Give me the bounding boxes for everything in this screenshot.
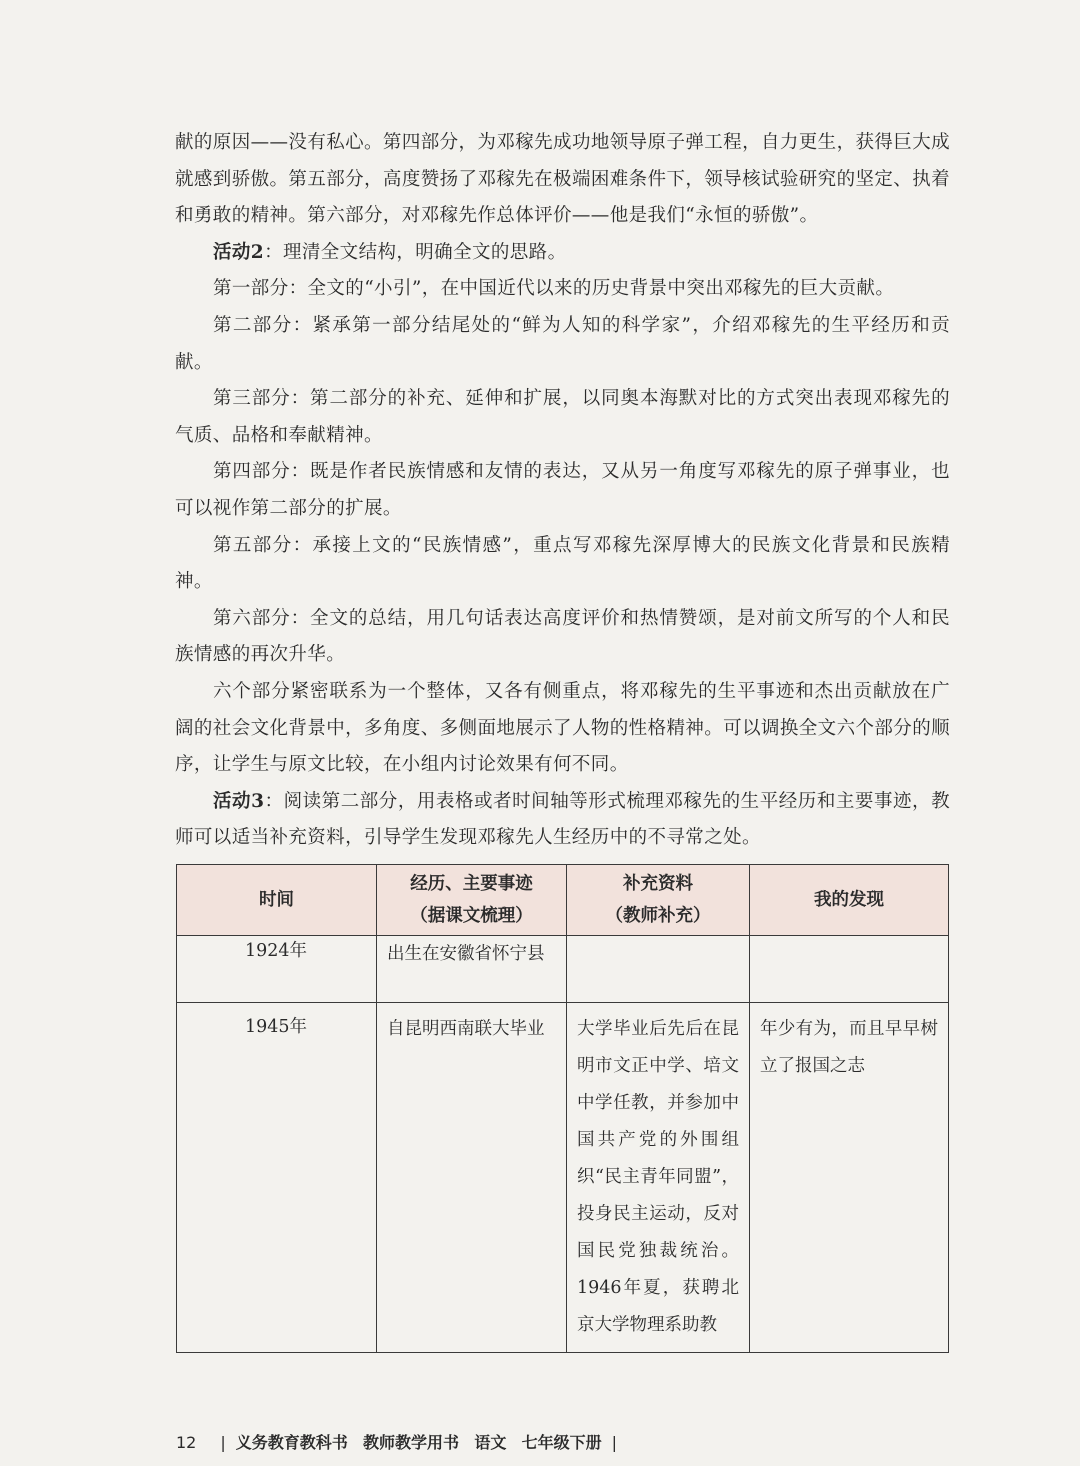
header-events bbox=[377, 865, 567, 936]
header-time: 时间 bbox=[177, 865, 377, 936]
page-number: 12 bbox=[176, 1433, 197, 1452]
summary-paragraph: 六个部分紧密联系为一个整体，又各有侧重点，将邓稼先的生平事迹和杰出贡献放在广阔的社会文化背景中，多角度、多侧面地展示了人物的性格精神。可以调换全文六个部分的顺序，让学生与原文比较，在小组内讨论效果有何不同。 bbox=[175, 680, 950, 776]
footer-grade: 七年级下册 bbox=[521, 1433, 602, 1452]
paragraph-continued: 献的原因——没有私心。第四部分，为邓稼先成功地领导原子弹工程，自力更生，获得巨大成就感到骄傲。第五部分，高度赞扬了邓稼先在极端困难条件下，领导核试验研究的坚定、执着和勇敢的精神。第六部分，对邓稼先作总体评价——他是我们“永恒的骄傲”。 bbox=[175, 132, 950, 227]
header-events-line1: 经历、主要事迹 bbox=[410, 874, 533, 894]
activity-3-text: ：阅读第二部分，用表格或者时间轴等形式梳理邓稼先的生平经历和主要事迹，教师可以适当补充资料，引导学生发现邓稼先人生经历中的不寻常之处。 bbox=[175, 790, 951, 849]
header-events-line2: （据课文梳理） bbox=[410, 906, 533, 926]
table-row bbox=[177, 936, 949, 1003]
activity-2-text: ：理清全文结构，明确全文的思路。 bbox=[264, 241, 567, 263]
part-6: 第六部分：全文的总结，用几句话表达高度评价和热情赞颂，是对前文所写的个人和民族情感的再次升华。 bbox=[175, 607, 950, 666]
body-text bbox=[175, 125, 950, 895]
cell-supplement: 大学毕业后先后在昆明市文正中学、培文中学任教，并参加中国共产党的外围组织“民主青年同盟”，投身民主运动，反对国民党独裁统治。1946年夏，获聘北京大学物理系助教 bbox=[567, 1003, 750, 1353]
table-row bbox=[177, 1003, 949, 1353]
part-1: 第一部分：全文的“小引”，在中国近代以来的历史背景中突出邓稼先的巨大贡献。 bbox=[213, 278, 895, 300]
footer-divider: | bbox=[220, 1433, 226, 1452]
footer-divider-end: | bbox=[611, 1433, 617, 1452]
part-2: 第二部分：紧承第一部分结尾处的“鲜为人知的科学家”，介绍邓稼先的生平经历和贡献。 bbox=[175, 314, 950, 373]
part-5: 第五部分：承接上文的“民族情感”，重点写邓稼先深厚博大的民族文化背景和民族精神。 bbox=[175, 534, 950, 593]
activity-3-label: 活动3 bbox=[213, 790, 265, 812]
header-supplement bbox=[567, 865, 750, 936]
header-supplement-line1: 补充资料 bbox=[623, 874, 693, 894]
activity-2 bbox=[175, 235, 950, 272]
header-supplement-line2: （教师补充） bbox=[605, 906, 711, 926]
cell-events: 出生在安徽省怀宁县 bbox=[377, 936, 567, 1003]
cell-time: 1945年 bbox=[177, 1003, 377, 1353]
cell-findings bbox=[750, 936, 949, 1003]
timeline-table bbox=[176, 864, 949, 1353]
cell-events: 自昆明西南联大毕业 bbox=[377, 1003, 567, 1353]
table-header-row bbox=[177, 865, 949, 936]
footer-book-series: 义务教育教科书 bbox=[235, 1433, 348, 1452]
part-3: 第三部分：第二部分的补充、延伸和扩展，以同奥本海默对比的方式突出表现邓稼先的气质、品格和奉献精神。 bbox=[175, 388, 950, 446]
activity-3 bbox=[175, 784, 950, 857]
header-findings: 我的发现 bbox=[750, 865, 949, 936]
activity-2-label: 活动2 bbox=[213, 241, 265, 263]
cell-findings: 年少有为，而且早早树立了报国之志 bbox=[750, 1003, 949, 1353]
footer-subject: 语文 bbox=[474, 1433, 507, 1452]
part-4: 第四部分：既是作者民族情感和友情的表达，又从另一角度写邓稼先的原子弹事业，也可以视作第二部分的扩展。 bbox=[175, 461, 950, 519]
cell-time: 1924年 bbox=[177, 936, 377, 1003]
page-footer bbox=[176, 1430, 627, 1453]
footer-book-type: 教师教学用书 bbox=[363, 1433, 460, 1452]
cell-supplement bbox=[567, 936, 750, 1003]
